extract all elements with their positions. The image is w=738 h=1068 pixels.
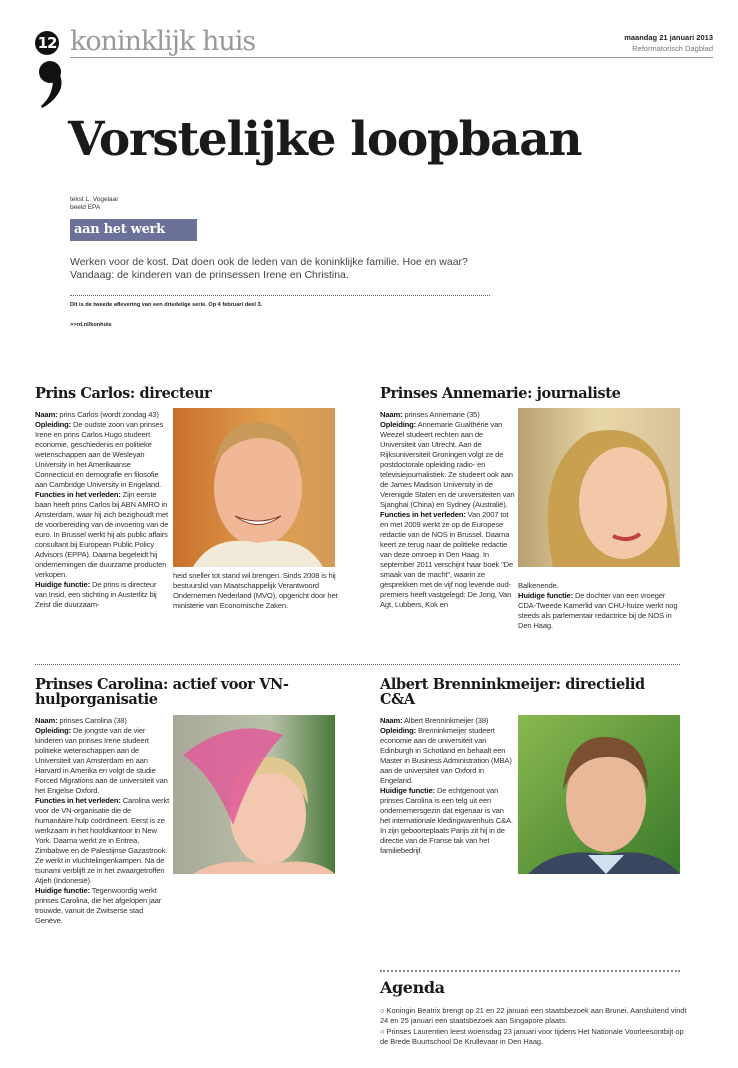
agenda-divider bbox=[380, 970, 680, 972]
section-divider bbox=[35, 664, 680, 665]
profile-paragraph bbox=[35, 716, 170, 726]
profile-col1 bbox=[380, 410, 515, 610]
profile-col1 bbox=[35, 410, 170, 610]
field-text: De prins is directeur van Insid, een stichting in Austerlitz bij Zeist die duurzaam- bbox=[35, 580, 157, 609]
photo-prinses-annemarie bbox=[518, 408, 680, 567]
field-text: Carolina werkt voor de VN-organisatie die de humanitaire hulp coördineert. Eerst is ze werkzaam in het hoofdkantoor in New York. Daarna werkt ze in Eritrea, Zimbabwe en de Palestijnse Gazastrook. Ze werkt in vluchtelingenkampen. Na de tsunami verblijft ze in het zwaargetroffen Atjeh (Indonesië). bbox=[35, 796, 170, 885]
field-label: Naam: bbox=[35, 410, 58, 419]
field-text: De jongste van de vier kinderen van prinses Irene studeert politieke wetenschappen aan de Universiteit van Amsterdam en aan Harvard in Amerika en volgt de studie Forced Migrations aan de universiteit van het Engelse Oxford. bbox=[35, 726, 168, 795]
profile-paragraph bbox=[35, 490, 170, 580]
credit-image: beeld EPA bbox=[70, 204, 101, 211]
profile-heading: Albert Brenninkmeijer: directielid C&A bbox=[380, 676, 645, 708]
field-label: Opleiding: bbox=[380, 420, 417, 429]
field-text: Zijn eerste baan heeft prins Carlos bij ABN AMRO in Amsterdam, waar hij zich bezighoudt met de voorbereiding van de invoering van de euro. In Brussel werkt hij als public affairs consultant bij European Public Policy Advisors (EPPA). Daarna begeleidt hij ondernemingen die duurzame producten verkopen. bbox=[35, 490, 169, 579]
profile-paragraph bbox=[518, 581, 683, 591]
agenda-heading: Agenda bbox=[380, 978, 445, 997]
series-note: Dit is de tweede aflevering van een driedelige serie. Op 4 februari deel 3. bbox=[70, 302, 263, 308]
field-label: Opleiding: bbox=[35, 420, 72, 429]
field-label: Functies in het verleden: bbox=[35, 490, 121, 499]
field-text: Albert Brenninkmeijer (38) bbox=[402, 716, 489, 725]
profile-heading: Prinses Annemarie: journaliste bbox=[380, 385, 621, 402]
field-label: Huidige functie: bbox=[380, 786, 435, 795]
field-label: Naam: bbox=[380, 410, 403, 419]
issue-date: maandag 21 januari 2013 bbox=[624, 33, 713, 42]
profile-paragraph bbox=[35, 886, 170, 926]
divider bbox=[70, 295, 490, 296]
field-label: Functies in het verleden: bbox=[380, 510, 466, 519]
newspaper-name: Reformatorisch Dagblad bbox=[632, 44, 713, 53]
field-label: Naam: bbox=[380, 716, 403, 725]
article-title: Vorstelijke loopbaan bbox=[68, 112, 582, 167]
web-link[interactable]: >>rd.nl/konhuis bbox=[70, 322, 112, 328]
field-text: Annemarie Gualthérie van Weezel studeert rechten aan de Universiteit van Utrecht. Aan de Rijksuniversiteit Groningen volgt ze de postdoctorale opleiding radio- en televisiejournalistiek. Ze studeert ook aan de James Madison University in de Verenigde Staten en de universiteiten van Sjanghai (China) en Sydney (Australië). bbox=[380, 420, 515, 509]
profile-paragraph bbox=[380, 716, 515, 726]
profile-col2 bbox=[518, 581, 683, 631]
field-label: Huidige functie: bbox=[35, 580, 90, 589]
field-text: prinses Carolina (38) bbox=[57, 716, 127, 725]
profile-heading: Prinses Carolina: actief voor VN-hulporganisatie bbox=[35, 676, 289, 708]
field-text: prinses Annemarie (35) bbox=[402, 410, 480, 419]
field-text: prins Carlos (wordt zondag 43) bbox=[57, 410, 159, 419]
page-number-badge: 12 bbox=[35, 31, 59, 55]
credits bbox=[70, 196, 118, 212]
field-text: Tegenwoordig werkt prinses Carolina, die het afgelopen jaar trouwde, vanuit de Zwitserse stad Genève. bbox=[35, 886, 162, 925]
profile-col1 bbox=[35, 716, 170, 926]
intro-text: Werken voor de kost. Dat doen ook de leden van de koninklijke familie. Hoe en waar? Vandaag: de kinderen van de prinsessen Irene en Christina. bbox=[70, 256, 468, 281]
profile-paragraph bbox=[173, 571, 338, 611]
credit-text: tekst L. Vogelaar bbox=[70, 196, 119, 203]
profile-paragraph bbox=[518, 591, 683, 631]
profile-paragraph bbox=[35, 410, 170, 420]
field-text: De echtgenoot van prinses Carolina is een telg uit een ondernemersgezin dat eigenaar is van het internationale kledingwarenhuis C&A. In zijn geboorteplaats Parijs zit hij in de directie van de Franse tak van het familiebedrijf. bbox=[380, 786, 513, 855]
photo-prins-carlos bbox=[173, 408, 335, 567]
profile-paragraph bbox=[35, 420, 170, 490]
profile-paragraph bbox=[380, 420, 515, 510]
photo-albert-brenninkmeijer bbox=[518, 715, 680, 874]
field-label: Opleiding: bbox=[380, 726, 417, 735]
field-label: Opleiding: bbox=[35, 726, 72, 735]
profile-col2 bbox=[173, 571, 338, 611]
bullet-circle-icon: ○ bbox=[380, 1006, 387, 1015]
profile-heading: Prins Carlos: directeur bbox=[35, 385, 212, 402]
field-label: Naam: bbox=[35, 716, 58, 725]
field-label: Functies in het verleden: bbox=[35, 796, 121, 805]
profile-paragraph bbox=[380, 786, 515, 856]
field-text: Brenninkmeijer studeert economie aan de universiteit van Edinburgh in Schotland en behaalt een Master in Business Administration (MBA) aan de universiteit van Oxford in Engeland. bbox=[380, 726, 512, 785]
profile-paragraph bbox=[35, 580, 170, 610]
kicker-label: aan het werk bbox=[70, 219, 197, 241]
bullet-circle-icon: ○ bbox=[380, 1027, 387, 1036]
profile-paragraph bbox=[35, 726, 170, 796]
field-text: De oudste zoon van prinses Irene en prins Carlos Hugo studeert economie, geschiedenis en politieke wetenschappen aan de Wesleyan University in het Amerikaanse Connecticut en demografie en filosofie aan Cambridge University in Engeland. bbox=[35, 420, 164, 489]
photo-prinses-carolina bbox=[173, 715, 335, 874]
section-title: koninklijk huis bbox=[70, 26, 256, 57]
field-text: heid sneller tot stand wil brengen. Sinds 2008 is hij bestuurslid van Maatschappelijk Verantwoord Ondernemen Nederland (MVO), opgericht door het ministerie van Economische Zaken. bbox=[173, 571, 338, 610]
agenda-item: ○ Prinses Laurentien leest woensdag 23 januari voor tijdens Het Nationale Voorleesontbijt op de Brede Buurtschool De Krullevaar in Den Haag. bbox=[380, 1027, 684, 1047]
comma-logo-icon bbox=[36, 60, 66, 108]
profile-paragraph bbox=[380, 510, 515, 610]
field-text: Balkenende. bbox=[518, 581, 559, 590]
field-text: De dochter van een vroeger CDA-Tweede Kamerlid van CHU-huize werkt nog steeds als parlementair redactrice bij de NOS in Den Haag. bbox=[518, 591, 678, 630]
field-text: Van 2007 tot en met 2009 werkt ze op de Europese redactie van de NOS in Brussel. Daarna keert ze terug naar de politieke redactie van deze omroep in Den Haag. In september 2011 verschijnt haar boek "De smaak van de macht", waarin ze gesprekken met de vijf nog levende oud-premiers heeft vastgelegd: De Jong, Van Agt, Lubbers, Kok en bbox=[380, 510, 514, 609]
profile-col1 bbox=[380, 716, 515, 856]
field-label: Huidige functie: bbox=[35, 886, 90, 895]
profile-paragraph bbox=[380, 410, 515, 420]
agenda-item: ○ Koningin Beatrix brengt op 21 en 22 januari een staatsbezoek aan Brunei. Aansluitend vindt 24 en 25 januari een staatsbezoek aan Singapore plaats. bbox=[380, 1006, 687, 1026]
header-rule bbox=[70, 57, 713, 58]
profile-paragraph bbox=[380, 726, 515, 786]
profile-paragraph bbox=[35, 796, 170, 886]
field-label: Huidige functie: bbox=[518, 591, 573, 600]
